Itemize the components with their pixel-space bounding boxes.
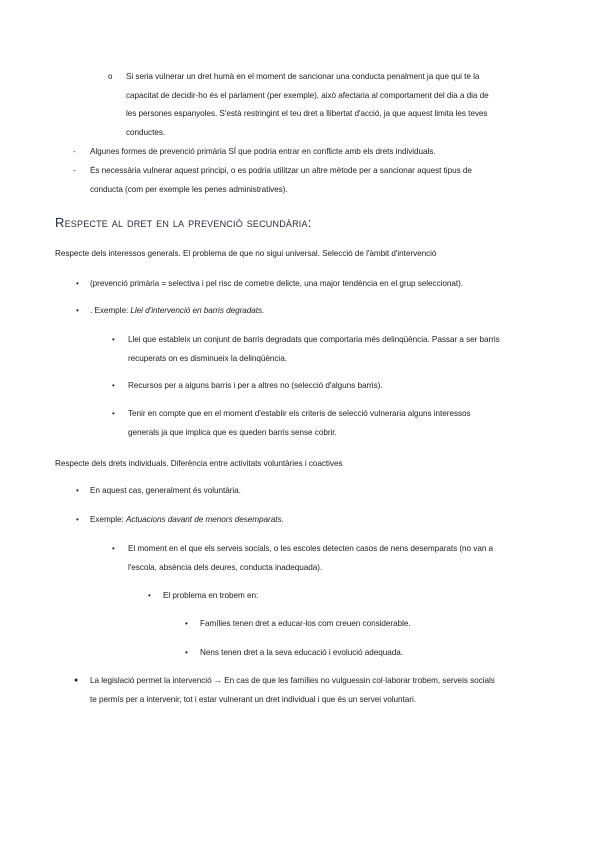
example-prefix: Exemple: — [90, 515, 126, 524]
text-line: Tenir en compte que en el moment d'establir els criteris de selecció vulneraria alguns interessos — [128, 409, 471, 418]
list-bullet: • — [76, 515, 79, 524]
list-item-example — [90, 511, 284, 530]
text-line: La legislació permet la intervenció → En cas de que les famílies no vulguessin col·laborar trobem, serveis socials — [90, 676, 495, 685]
list-bullet: • — [112, 335, 115, 344]
list-item-degraded-neighborhoods — [128, 331, 546, 368]
list-bullet: • — [185, 619, 188, 628]
paragraph-alternative-method — [90, 162, 546, 199]
list-item-selective: (prevenció primària = selectiva i pel risc de cometre delicte, una major tendència en el grup seleccionat). — [90, 279, 464, 288]
list-item-social-services — [128, 540, 546, 577]
list-bullet: o — [108, 72, 113, 81]
paragraph-primary-prevention: Algunes formes de prevenció primària SÍ que podria entrar en conflicte amb els drets individuals. — [90, 147, 436, 156]
text-line: Llei que estableix un conjunt de barris degradats que comportaria més delinqüència. Passar a ser barris — [128, 335, 500, 344]
text-line: recuperats on es disminueix la delinqüència. — [128, 353, 287, 363]
text-line: Si seria vulnerar un dret humà en el moment de sancionar una conducta penalment ja que qui te la — [126, 72, 480, 81]
section-heading: Respecte al dret en la prevenció secundària: — [55, 215, 312, 230]
list-item-example — [90, 302, 264, 321]
list-bullet: - — [73, 147, 76, 156]
text-line: conducta (com per exemple les penes administratives). — [90, 184, 288, 194]
text-line: capacitat de decidir-ho és el parlament (per exemple), això afectaria al comportament del dia a dia de — [126, 90, 489, 100]
paragraph-conflict — [126, 68, 546, 142]
list-bullet: • — [76, 486, 79, 495]
subsection-general-interests: Respecte dels interessos generals. El problema de que no sigui universal. Selecció de l'àmbit d'intervenció — [55, 249, 437, 258]
list-bullet: ● — [74, 677, 79, 684]
list-bullet: • — [112, 381, 115, 390]
text-line: l'escola, absència dels deures, conducta inadequada). — [128, 562, 323, 572]
text-line: te permís per a intervenir, tot i estar vulnerant un dret individual i que és un servei voluntari. — [90, 694, 416, 704]
text-line: les persones espanyoles. S'està restringint el teu dret a llibertat d'acció, ja que aquest limita les teves — [126, 109, 488, 118]
list-bullet: • — [76, 306, 79, 315]
example-title: Llei d'intervenció en barris degradats. — [130, 306, 265, 315]
list-item-voluntary: En aquest cas, generalment és voluntària. — [90, 486, 241, 495]
list-item-selection-criteria — [128, 405, 546, 442]
list-bullet: • — [185, 648, 188, 657]
paragraph-legislation — [90, 672, 546, 709]
list-item-children-rights: Nens tenen dret a la seva educació i evolució adequada. — [200, 648, 403, 657]
text-line: El moment en el que els serveis socials, o les escoles detecten casos de nens desemparats (no van a — [128, 544, 494, 553]
subsection-individual-rights: Respecte dels drets individuals. Diferència entre activitats voluntàries i coactives — [55, 459, 343, 468]
list-bullet: • — [148, 591, 151, 600]
list-bullet: • — [112, 544, 115, 553]
list-bullet: • — [76, 279, 79, 288]
list-item-resources — [128, 377, 383, 396]
example-prefix: . Exemple: — [90, 306, 131, 315]
text-line: generals ja que implica que es queden barris sense cobrir. — [128, 427, 337, 437]
example-title: Actuacions davant de menors desemparats. — [125, 515, 284, 524]
list-item-families-rights: Famílies tenen dret a educar-los com creuen considerable. — [200, 619, 411, 628]
list-bullet: - — [73, 166, 76, 175]
list-bullet: • — [112, 409, 115, 418]
text-line: És necessària vulnerar aquest principi, o es podria utilitzar un altre mètode per a sancionar aquest tipus de — [90, 166, 472, 175]
list-item-problem: El problema en trobem en: — [163, 591, 259, 600]
text-line: conductes. — [126, 127, 166, 137]
text-line: Recursos per a alguns barris i per a altres no (selecció d'alguns barris). — [128, 381, 383, 390]
